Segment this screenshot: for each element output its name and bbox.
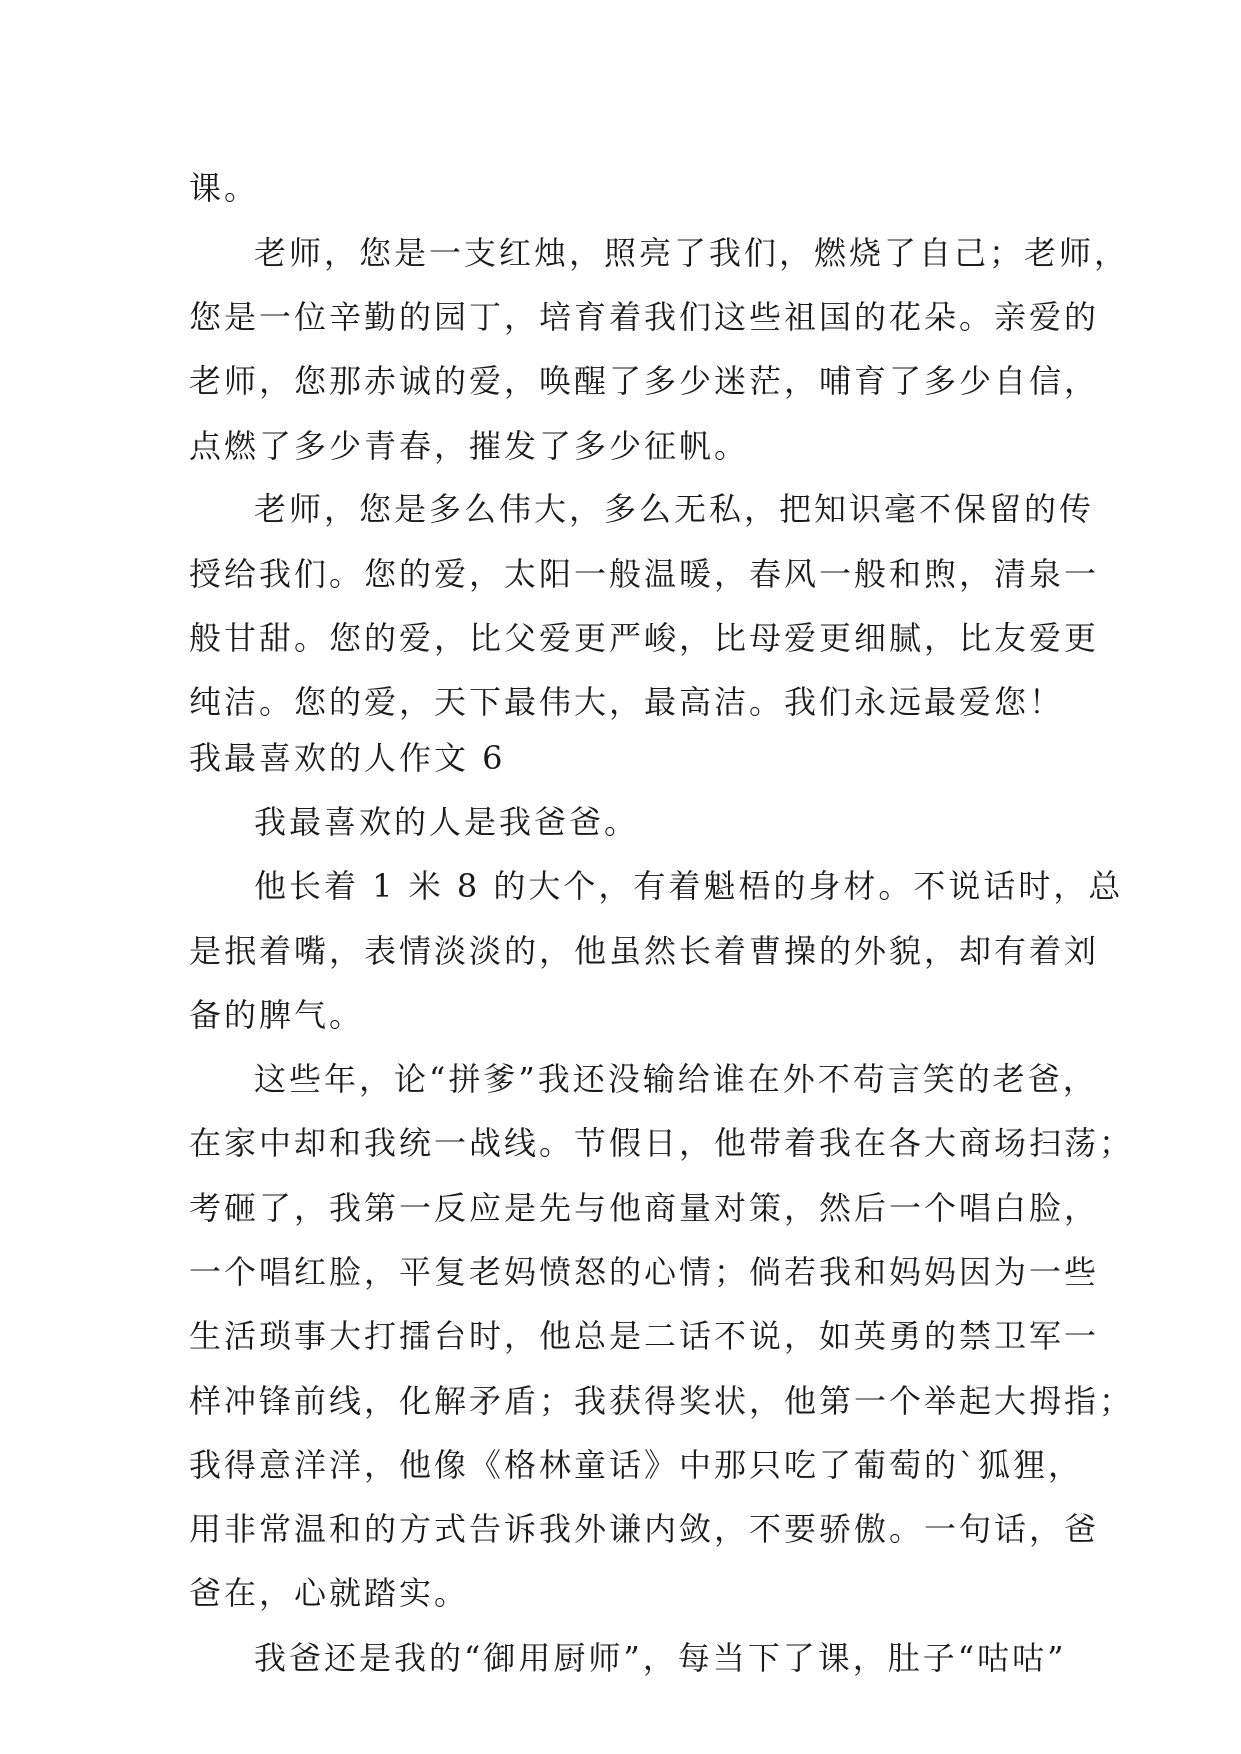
text-line: 般甘甜。您的爱，比父爱更严峻，比母爱更细腻，比友爱更 [189,619,1100,657]
paragraph-line: 老师，您是一支红烛，照亮了我们，燃烧了自己；老师， [254,234,1130,272]
paragraph-line: 这些年，论“拼爹”我还没输给谁在外不苟言笑的老爸， [254,1060,1098,1098]
text-line: 备的脾气。 [189,996,365,1034]
text-line: 生活琐事大打擂台时，他总是二话不说，如英勇的禁卫军一 [189,1317,1100,1355]
paragraph-line: 他长着 1 米 8 的大个，有着魁梧的身材。不说话时，总 [254,867,1124,905]
section-heading: 我最喜欢的人作文 6 [189,739,506,777]
text-line: 考砸了，我第一反应是先与他商量对策，然后一个唱白脸， [189,1189,1100,1227]
text-line: 是抿着嘴，表情淡淡的，他虽然长着曹操的外貌，却有着刘 [189,932,1100,970]
text-line: 您是一位辛勤的园丁，培育着我们这些祖国的花朵。亲爱的 [189,298,1100,336]
text-line: 样冲锋前线，化解矛盾；我获得奖状，他第一个举起大拇指； [189,1382,1135,1420]
text-line: 点燃了多少青春，摧发了多少征帆。 [189,427,750,465]
text-line: 纯洁。您的爱，天下最伟大，最高洁。我们永远最爱您！ [189,683,1065,721]
paragraph-line: 我最喜欢的人是我爸爸。 [254,803,640,841]
text-line: 一个唱红脸，平复老妈愤怒的心情；倘若我和妈妈因为一些 [189,1253,1100,1291]
text-line: 在家中却和我统一战线。节假日，他带着我在各大商场扫荡； [189,1124,1135,1162]
text-line: 爸在，心就踏实。 [189,1574,470,1612]
text-line: 老师，您那赤诚的爱，唤醒了多少迷茫，哺育了多少自信， [189,362,1100,400]
paragraph-line: 老师，您是多么伟大，多么无私，把知识毫不保留的传 [254,490,1095,528]
text-line: 用非常温和的方式告诉我外谦内敛，不要骄傲。一句话，爸 [189,1510,1100,1548]
text-line: 课。 [189,169,260,207]
text-line: 我得意洋洋，他像《格林童话》中那只吃了葡萄的`狐狸， [189,1446,1084,1484]
text-line: 授给我们。您的爱，太阳一般温暖，春风一般和煦，清泉一 [189,555,1100,593]
paragraph-line: 我爸还是我的“御用厨师”，每当下了课，肚子“咕咕” [254,1639,1067,1677]
